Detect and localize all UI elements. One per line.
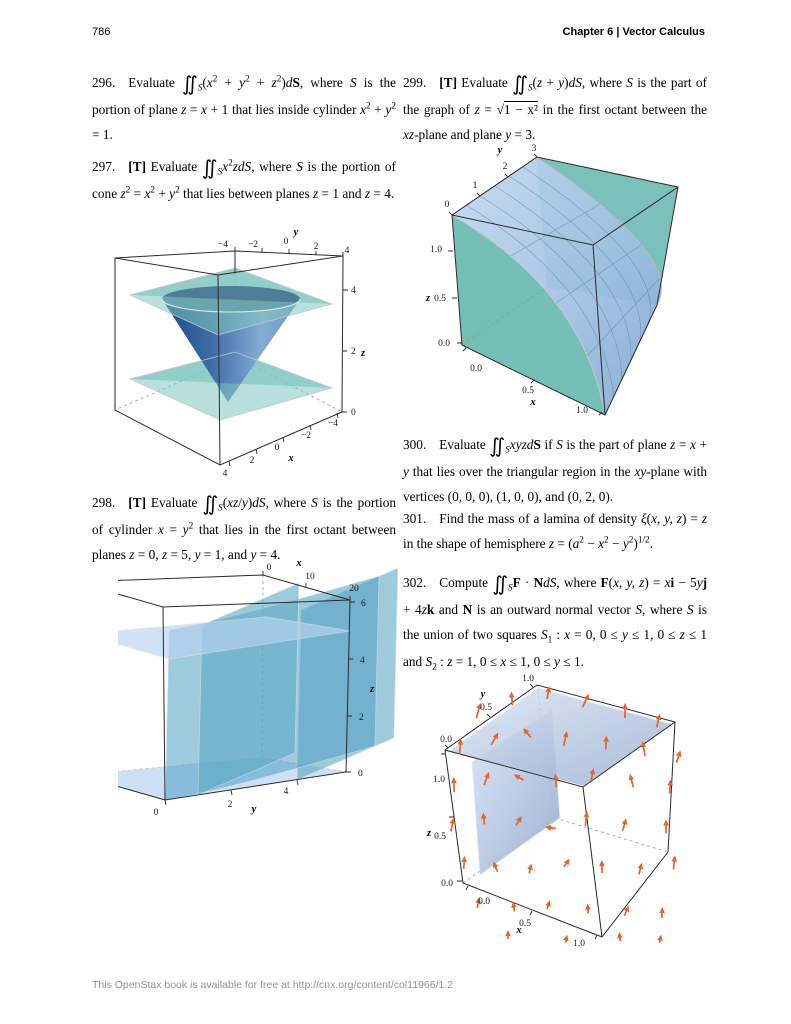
svg-text:0: 0 bbox=[266, 563, 272, 573]
page-number: 786 bbox=[92, 26, 111, 38]
svg-text:1.0: 1.0 bbox=[430, 245, 442, 255]
svg-text:2: 2 bbox=[227, 800, 233, 810]
exercise-number: 298. bbox=[92, 495, 116, 511]
svg-text:4: 4 bbox=[351, 286, 356, 296]
chapter-header: Chapter 6 | Vector Calculus bbox=[562, 26, 705, 38]
svg-text:x: x bbox=[516, 925, 522, 936]
exercise-body: Evaluate $∬_S(x^2 + y^2 + z^2)dS$, where S is the portion of plane z = x + 1 that lies inside cylinder $x^2 + y^2 = 1$. bbox=[92, 73, 397, 142]
svg-text:2: 2 bbox=[502, 162, 508, 172]
svg-text:0: 0 bbox=[274, 443, 280, 453]
svg-text:0.0: 0.0 bbox=[478, 897, 490, 907]
svg-text:z: z bbox=[361, 348, 366, 359]
svg-text:y: y bbox=[480, 689, 486, 700]
svg-text:6: 6 bbox=[361, 599, 366, 609]
svg-text:1.0: 1.0 bbox=[573, 939, 585, 949]
svg-text:y: y bbox=[251, 804, 257, 815]
plot-cylinder-298 bbox=[118, 560, 400, 832]
plot-cone-297 bbox=[105, 226, 395, 478]
exercise-body: Find the mass of a lamina of density ξ(x, y, z) = z in the shape of hemisphere $z = (a^2 - x^2 - y^2)^{1/2}$. bbox=[403, 511, 707, 551]
exercise-body: Compute $∬_SF$ · NdS, where F(x, y, z) = xi − 5yj + 4zk and N is an outward normal vector S, where S is the union of two squares $S_1$ : x = 0, 0 ≤ y ≤ 1, 0 ≤ z ≤ 1 and $S_2$ : z = 1, 0 ≤ x ≤ 1, 0 ≤ y ≤ 1. bbox=[403, 573, 708, 673]
x-axis bbox=[223, 413, 339, 478]
svg-text:4: 4 bbox=[344, 246, 350, 256]
svg-text:2: 2 bbox=[313, 242, 319, 252]
svg-text:0.5: 0.5 bbox=[519, 919, 531, 929]
svg-text:x: x bbox=[530, 397, 536, 408]
svg-text:x: x bbox=[288, 453, 294, 464]
y-axis bbox=[218, 227, 350, 256]
svg-text:0: 0 bbox=[358, 769, 363, 779]
svg-text:0.0: 0.0 bbox=[441, 879, 453, 889]
svg-text:4: 4 bbox=[360, 656, 365, 666]
svg-text:1.0: 1.0 bbox=[522, 674, 534, 684]
exercise-299 bbox=[403, 71, 707, 147]
svg-text:z: z bbox=[425, 293, 431, 304]
plot-vector-field-302 bbox=[420, 670, 710, 962]
exercise-number: 299. bbox=[403, 75, 427, 91]
exercise-297 bbox=[92, 155, 396, 206]
svg-text:0.0: 0.0 bbox=[440, 735, 452, 745]
exercise-body: [T] Evaluate $∬_Sx^2zdS$, where S is the portion of cone $z^2 = x^2 + y^2$ that lies between planes z = 1 and z = 4. bbox=[92, 157, 396, 202]
svg-text:y: y bbox=[497, 145, 503, 156]
exercise-301 bbox=[403, 507, 707, 556]
svg-text:z: z bbox=[426, 828, 432, 839]
svg-text:−4: −4 bbox=[217, 240, 229, 250]
svg-text:1.0: 1.0 bbox=[433, 775, 445, 785]
svg-text:−4: −4 bbox=[327, 419, 339, 429]
svg-text:20: 20 bbox=[349, 584, 359, 594]
svg-text:x: x bbox=[296, 560, 302, 569]
z-axis bbox=[426, 754, 462, 889]
svg-text:2: 2 bbox=[351, 347, 356, 357]
svg-text:3: 3 bbox=[531, 144, 537, 154]
x-axis bbox=[466, 886, 597, 949]
exercise-body: [T] Evaluate $∬_S(z + y)dS$, where S is the part of the graph of z = √1 − x² in the first octant between the xz-plane and plane y = 3. bbox=[403, 73, 707, 142]
svg-text:0: 0 bbox=[444, 200, 450, 210]
svg-text:4: 4 bbox=[222, 469, 228, 478]
svg-text:2: 2 bbox=[359, 713, 364, 723]
svg-text:0.5: 0.5 bbox=[434, 832, 446, 842]
svg-text:10: 10 bbox=[305, 572, 315, 582]
exercise-number: 301. bbox=[403, 511, 427, 527]
svg-text:z: z bbox=[370, 684, 375, 695]
svg-text:0.5: 0.5 bbox=[522, 386, 534, 396]
exercise-number: 302. bbox=[403, 575, 427, 591]
svg-text:1.0: 1.0 bbox=[576, 406, 588, 416]
exercise-body: Evaluate $∬_SxyzdS$ if S is the part of plane z = x + y that lies over the triangular region in the xy-plane with vertices (0, 0, 0), (1, 0, 0), and (0, 2, 0). bbox=[403, 435, 708, 504]
svg-text:0: 0 bbox=[153, 808, 159, 818]
svg-text:y: y bbox=[293, 227, 299, 238]
svg-text:0.5: 0.5 bbox=[434, 294, 446, 304]
svg-text:0.5: 0.5 bbox=[480, 703, 492, 713]
exercise-296 bbox=[92, 71, 396, 147]
exercise-number: 300. bbox=[403, 437, 427, 453]
exercise-number: 296. bbox=[92, 75, 116, 91]
plot-quarter-cylinder-299 bbox=[420, 143, 710, 425]
svg-text:−2: −2 bbox=[247, 240, 259, 250]
svg-text:2: 2 bbox=[249, 456, 255, 466]
svg-text:0: 0 bbox=[351, 408, 356, 418]
svg-text:1: 1 bbox=[472, 181, 478, 191]
svg-text:0.0: 0.0 bbox=[438, 339, 450, 349]
exercise-300 bbox=[403, 433, 707, 509]
footer-note: This OpenStax book is available for free at http://cnx.org/content/col11966/1.2 bbox=[92, 979, 454, 991]
exercise-number: 297. bbox=[92, 159, 116, 175]
exercise-298 bbox=[92, 491, 396, 567]
exercise-302 bbox=[403, 571, 707, 676]
exercise-body: [T] Evaluate $∬_S(xz/y)dS$, where S is the portion of cylinder $x = y^2$ that lies in the first octant between planes z = 0, z = 5, y = 1, and y = 4. bbox=[92, 493, 396, 562]
svg-text:−2: −2 bbox=[300, 431, 312, 441]
svg-text:4: 4 bbox=[283, 787, 289, 797]
svg-text:0: 0 bbox=[283, 237, 289, 247]
svg-text:0.0: 0.0 bbox=[470, 364, 482, 374]
z-axis bbox=[342, 286, 366, 418]
